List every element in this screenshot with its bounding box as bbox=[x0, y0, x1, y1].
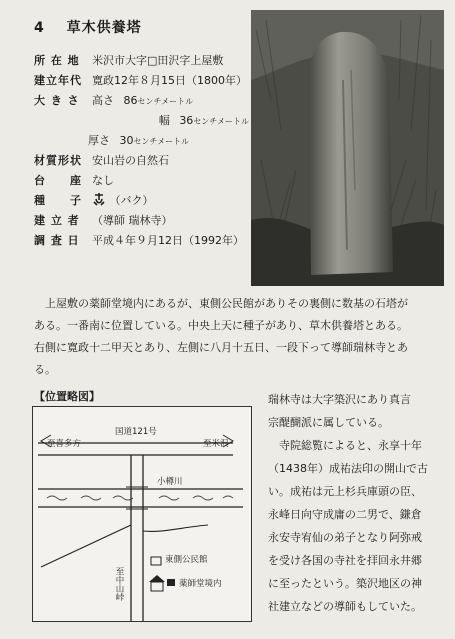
building-label-yakushido: 薬師堂境内 bbox=[179, 579, 222, 589]
road-label: 国道121号 bbox=[115, 427, 157, 437]
builder-row bbox=[34, 210, 249, 230]
seed-label: 種 子 bbox=[34, 194, 82, 207]
map-frame bbox=[32, 406, 252, 622]
material-row bbox=[34, 150, 249, 170]
description-line: ある。一番南に位置している。中央上天に種子があり、草木供養塔とある。 bbox=[34, 319, 408, 332]
width-unit: センチメートル bbox=[193, 117, 249, 126]
depth-row bbox=[34, 130, 249, 150]
side-line: を受け各国の寺社を拝回永井郷 bbox=[268, 554, 422, 567]
width-label: 幅 bbox=[158, 114, 170, 127]
side-line: 永峰日向守成庸の二男で、鎌倉 bbox=[268, 508, 422, 521]
page-title bbox=[34, 17, 142, 37]
pedestal-value: なし bbox=[92, 174, 114, 187]
height-unit: センチメートル bbox=[137, 97, 194, 106]
depth-unit: センチメートル bbox=[133, 137, 190, 146]
building-label-community-hall: 東側公民館 bbox=[165, 555, 208, 565]
east-direction: 至米沢 bbox=[203, 439, 229, 449]
side-line: 社建立などの導師もしていた。 bbox=[268, 600, 422, 613]
item-number: 4 bbox=[34, 20, 45, 36]
material-label: 材質形状 bbox=[34, 154, 82, 167]
monument-photo bbox=[251, 10, 444, 286]
location-row bbox=[34, 50, 249, 70]
height-row bbox=[34, 90, 249, 110]
side-line: 寺院総覧によると、永享十年 bbox=[268, 439, 422, 452]
south-direction: 至中山峠 bbox=[114, 567, 124, 601]
side-line: い。成祐は元上杉兵庫頭の臣、 bbox=[268, 485, 422, 498]
description-line: 右側に寛政十二甲天とあり、左側に八月十五日、一段下って導師瑞林寺とあ bbox=[34, 341, 408, 354]
side-line: 瑞林寺は大字築沢にあり真言 bbox=[268, 393, 411, 406]
material-value: 安山岩の自然石 bbox=[92, 154, 169, 167]
seed-value: （バク） bbox=[109, 194, 154, 207]
pedestal-row bbox=[34, 170, 249, 190]
location-map bbox=[32, 388, 254, 623]
depth-label: 厚さ bbox=[88, 134, 110, 147]
description-line: る。 bbox=[34, 363, 56, 376]
era-value: 寛政12年８月15日（1800年） bbox=[92, 74, 247, 87]
size-label: 大 き さ bbox=[34, 94, 80, 107]
location-value: 米沢市大字□田沢字上屋敷 bbox=[92, 54, 224, 67]
pedestal-label: 台 座 bbox=[34, 174, 82, 187]
era-row bbox=[34, 70, 249, 90]
info-table bbox=[34, 50, 249, 250]
description-paragraph bbox=[34, 293, 444, 381]
width-value: 36 bbox=[179, 114, 194, 127]
bonji-seed-syllable-icon bbox=[92, 192, 106, 206]
west-direction: 至喜多方 bbox=[47, 439, 82, 449]
depth-value: 30 bbox=[119, 134, 134, 147]
river-label: 小樽川 bbox=[157, 477, 183, 487]
temple-description bbox=[268, 388, 446, 618]
builder-label: 建 立 者 bbox=[34, 214, 80, 227]
width-row bbox=[34, 110, 249, 130]
survey-row bbox=[34, 230, 249, 250]
description-line: 上屋敷の薬師堂境内にあるが、東側公民館がありその裏側に数基の石塔が bbox=[34, 297, 408, 310]
seed-row bbox=[34, 190, 249, 210]
monument-name: 草木供養塔 bbox=[66, 20, 142, 36]
survey-value: 平成４年９月12日（1992年） bbox=[92, 234, 244, 247]
side-line: （1438年）成祐法印の開山で古 bbox=[268, 462, 428, 475]
location-label: 所 在 地 bbox=[34, 54, 80, 67]
side-line: 宗醍醐派に属している。 bbox=[268, 416, 389, 429]
survey-label: 調 査 日 bbox=[34, 234, 80, 247]
map-title: 【位置略図】 bbox=[34, 390, 100, 403]
side-line: 永安寺宥仙の弟子となり阿弥戒 bbox=[268, 531, 422, 544]
height-label: 高さ bbox=[92, 94, 114, 107]
height-value: 86 bbox=[123, 94, 138, 107]
side-line: に至ったという。築沢地区の神 bbox=[268, 577, 422, 590]
builder-value: （導師 瑞林寺） bbox=[92, 214, 173, 227]
era-label: 建立年代 bbox=[34, 74, 82, 87]
stone-monument-illustration bbox=[251, 10, 444, 286]
